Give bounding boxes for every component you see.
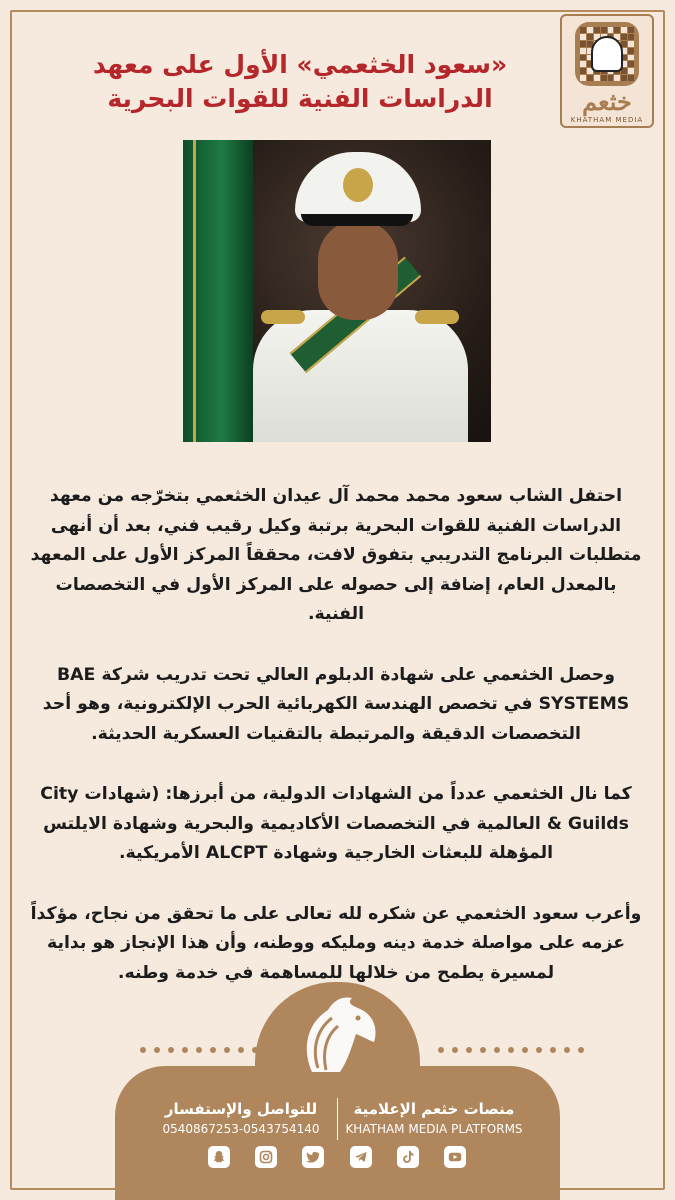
- snapcode-icon[interactable]: [575, 22, 639, 86]
- platforms-column: [338, 1098, 530, 1140]
- youtube-icon[interactable]: [444, 1146, 466, 1168]
- graduate-photo: [183, 140, 491, 442]
- platforms-title-en: KHATHAM MEDIA PLATFORMS: [345, 1122, 523, 1136]
- twitter-icon[interactable]: [302, 1146, 324, 1168]
- phone-numbers[interactable]: 0540867253-0543754140: [162, 1122, 320, 1136]
- brand-name-ar: خثعم: [582, 87, 632, 116]
- contact-column: [145, 1098, 338, 1140]
- article-paragraph: وحصل الخثعمي على شهادة الدبلوم العالي تحت تدريب شركة BAE SYSTEMS في تخصص الهندسة الكهربائية الحرب الإلكترونية، وهو أحد التخصصات الدقيقة والمرتبطة بالتقنيات العسكرية الحديثة.: [42, 664, 630, 744]
- article-body: [30, 482, 642, 1019]
- decor-dots: [438, 1047, 584, 1053]
- article-paragraph: كما نال الخثعمي عدداً من الشهادات الدولية، من أبرزها: (شهادات City & Guilds العالمية في التخصصات الأكاديمية والبحرية وشهادة الايلتس المؤهلة للبعثات الخارجية وشهادة ALCPT الأمريكية.: [40, 784, 632, 863]
- brand-logo[interactable]: [560, 14, 654, 128]
- social-links: [208, 1146, 466, 1168]
- instagram-icon[interactable]: [255, 1146, 277, 1168]
- platforms-title-ar: منصات خثعم الإعلامية: [353, 1100, 515, 1118]
- tiktok-icon[interactable]: [397, 1146, 419, 1168]
- contact-section: [145, 1098, 530, 1140]
- ghost-icon: [591, 36, 623, 72]
- contact-title: للتواصل والإستفسار: [164, 1100, 318, 1118]
- article-paragraph: وأعرب سعود الخثعمي عن شكره لله تعالى على ما تحقق من نجاح، مؤكداً عزمه على مواصلة خدمة دينه ومليكه ووطنه، وأن هذا الإنجاز هو بداية لمسيرة يطمح من خلالها للمساهمة في خدمة وطنه.: [30, 903, 642, 983]
- brand-name-en: KHATHAM MEDIA: [570, 116, 644, 124]
- page-title: «سعود الخثعمي» الأول على معهد الدراسات الفنية للقوات البحرية: [92, 50, 508, 113]
- article-paragraph: احتفل الشاب سعود محمد محمد آل عيدان الخثعمي بتخرّجه من معهد الدراسات الفنية للقوات البحرية برتبة وكيل رقيب فني، بعد أن أنهى متطلبات البرنامج التدريبي بتفوق لافت، محققاً المركز الأول على المعهد بالمعدل العام، إضافة إلى حصوله على المركز الأول في التخصصات الفنية.: [30, 486, 642, 624]
- snapchat-icon[interactable]: [208, 1146, 230, 1168]
- telegram-icon[interactable]: [350, 1146, 372, 1168]
- horse-logo-icon: [282, 990, 392, 1086]
